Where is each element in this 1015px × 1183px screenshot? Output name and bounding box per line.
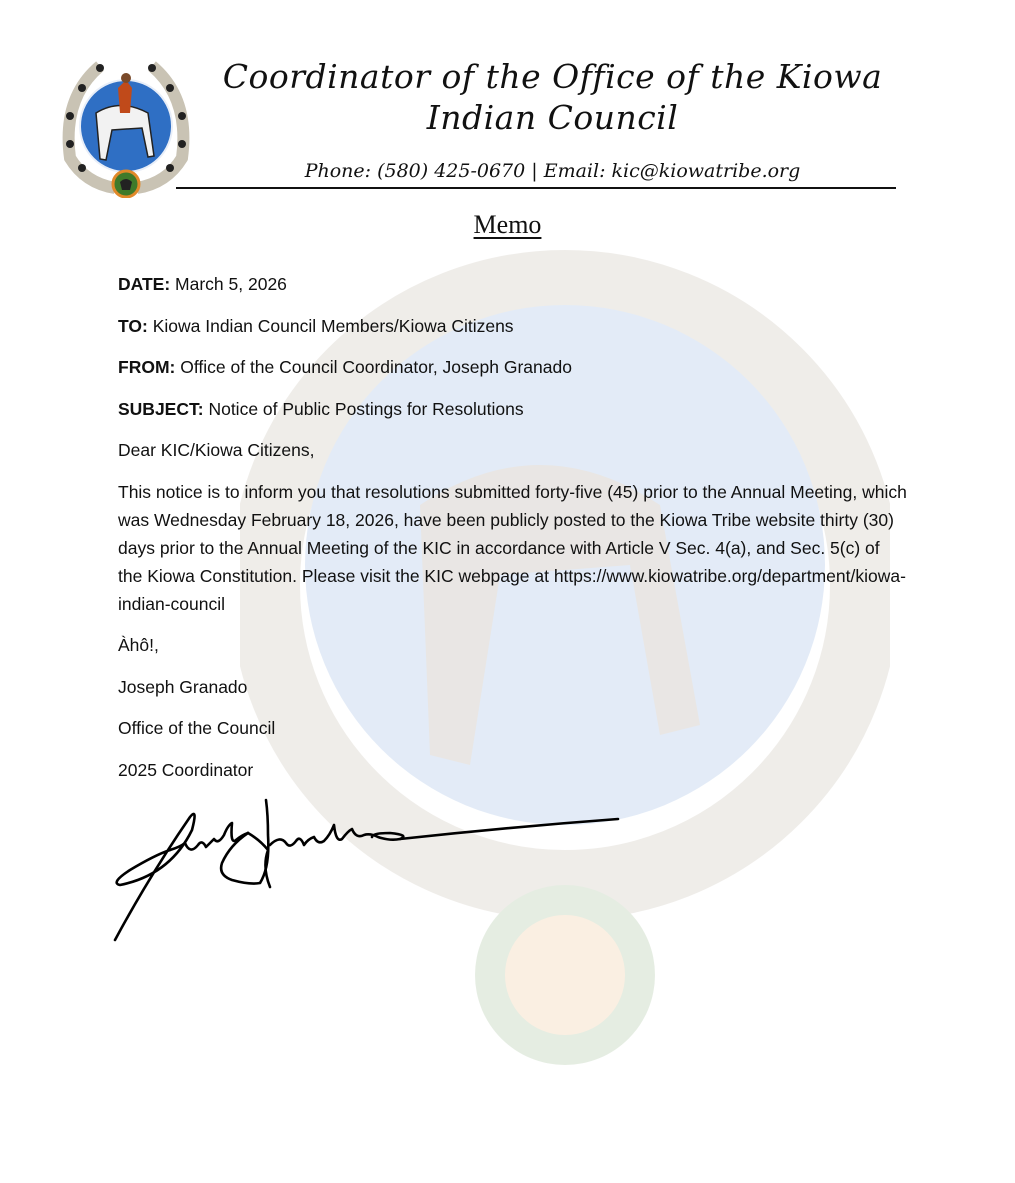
signature-image — [110, 795, 630, 945]
body-paragraph — [118, 478, 908, 618]
subject-line — [118, 395, 908, 423]
kic-webpage-link[interactable]: https://www.kiowatribe.org/department/kiowa-indian-council — [118, 565, 906, 614]
memo-body — [118, 270, 908, 797]
kiowa-tribe-seal-icon — [60, 58, 192, 198]
from-value: Office of the Council Coordinator, Joseph Granado — [180, 357, 572, 377]
header-divider — [176, 187, 896, 189]
from-label: FROM: — [118, 357, 176, 377]
contact-info: Phone: (580) 425-0670 | Email: kic@kiowatribe.org — [304, 160, 801, 182]
subject-label: SUBJECT: — [118, 398, 204, 419]
title-line-2: Indian Council — [426, 98, 679, 137]
subject-value: Notice of Public Postings for Resolutions — [208, 398, 524, 419]
salutation: Dear KIC/Kiowa Citizens, — [118, 440, 315, 460]
title-line-1: Coordinator of the Office of the Kiowa — [222, 57, 883, 96]
signer-title: 2025 Coordinator — [118, 759, 254, 780]
to-label: TO: — [118, 315, 148, 336]
closing: Àhô!, — [118, 635, 159, 655]
date-line — [118, 270, 908, 298]
body-text: This notice is to inform you that resolutions submitted forty-five (45) prior to the Annual Meeting, which was Wednesday February 18, 2026, have been publicly posted to the Kiowa Tribe website thirty (30) days prior to the Annual Meeting of the KIC in accordance with Article V Sec. 4(a), and Sec. 5(c) of the Kiowa Constitution. Please visit the KIC webpage at — [118, 481, 907, 586]
date-label: DATE: — [118, 274, 171, 294]
signer-office: Office of the Council — [118, 718, 276, 738]
from-line — [118, 353, 908, 381]
to-value: Kiowa Indian Council Members/Kiowa Citizens — [152, 315, 514, 336]
date-value: March 5, 2026 — [175, 274, 287, 294]
to-line — [118, 312, 908, 340]
signer-name: Joseph Granado — [118, 676, 248, 697]
letterhead-title — [220, 56, 885, 138]
memo-heading: Memo — [473, 210, 542, 239]
